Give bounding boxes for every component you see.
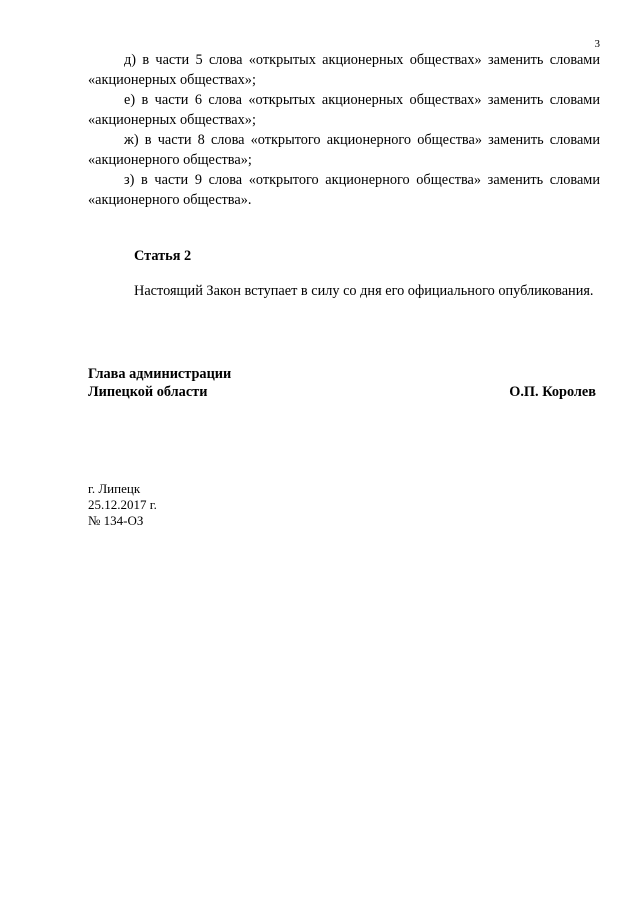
article-2-body: Настоящий Закон вступает в силу со дня его официального опубликования.	[134, 283, 594, 299]
signature-block	[88, 365, 600, 401]
article-2-heading: Статья 2	[134, 248, 192, 264]
place-date-block	[88, 481, 600, 529]
amendment-item-d: д) в части 5 слова «открытых акционерных обществах» заменить словами «акционерных обществах»;	[88, 52, 600, 88]
law-number: № 134-ОЗ	[88, 513, 144, 528]
signatory-name: О.П. Королев	[509, 384, 596, 400]
signature-row	[88, 383, 600, 401]
place-city: г. Липецк	[88, 481, 141, 496]
law-date: 25.12.2017 г.	[88, 497, 157, 512]
signature-title-line2: Липецкой области	[88, 384, 208, 400]
amendment-item-e: е) в части 6 слова «открытых акционерных обществах» заменить словами «акционерных обществах»;	[88, 92, 600, 128]
amendment-item-zh: ж) в части 8 слова «открытого акционерного общества» заменить словами «акционерного общества»;	[88, 132, 600, 168]
amendment-item-z: з) в части 9 слова «открытого акционерного общества» заменить словами «акционерного общества».	[88, 172, 600, 208]
page-number: 3	[594, 38, 600, 50]
document-body	[88, 50, 600, 529]
signature-title-line1: Глава администрации	[88, 366, 232, 382]
